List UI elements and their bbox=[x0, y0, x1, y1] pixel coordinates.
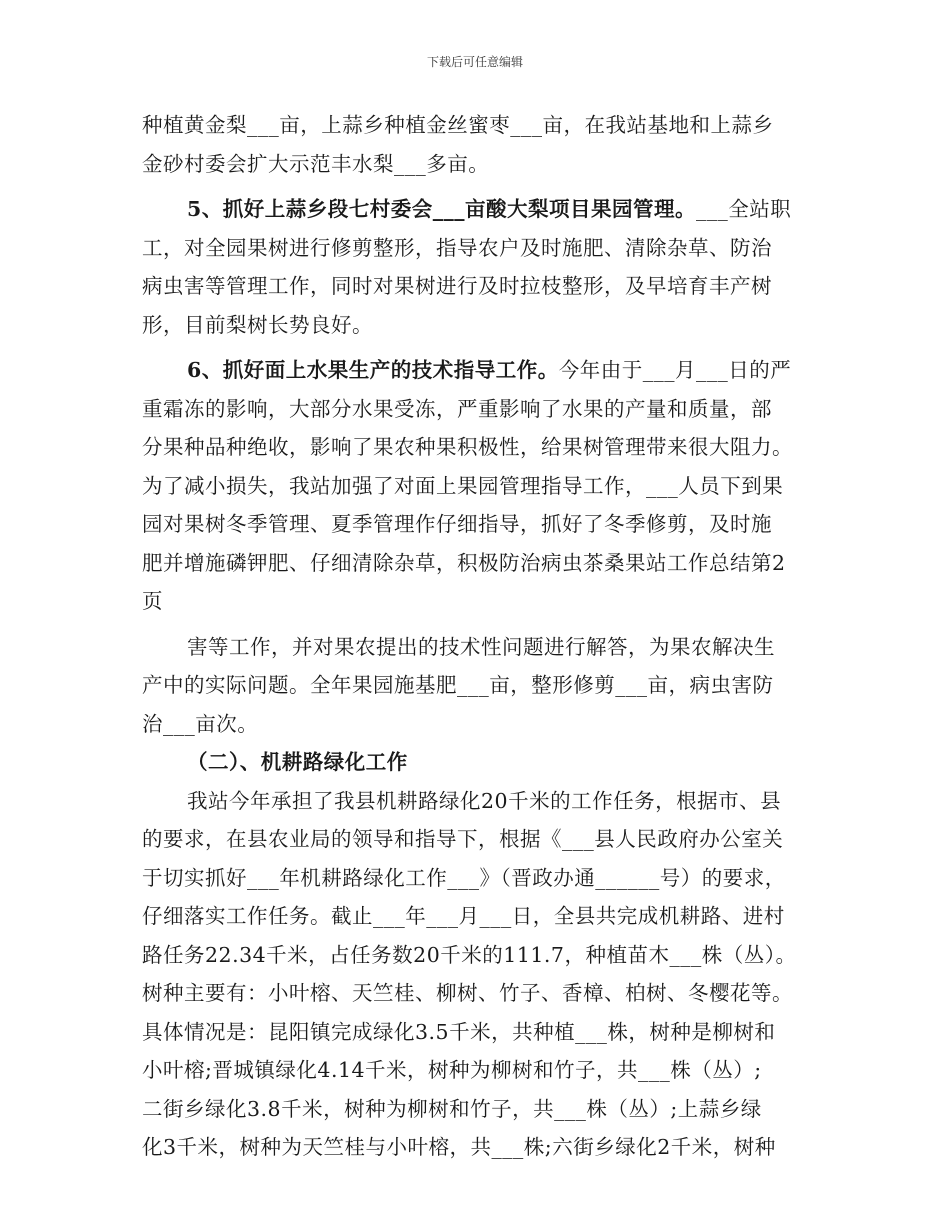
text-line: 园对果树冬季管理、夏季管理作仔细指导，抓好了冬季修剪，及时施 bbox=[142, 512, 772, 536]
text-line: 我站今年承担了我县机耕路绿化20千米的工作任务，根据市、县 bbox=[187, 788, 782, 813]
item-6-bold: 6、抓好面上水果生产的技术指导工作。 bbox=[187, 358, 559, 382]
item-6-rest: 今年由于___月___日的严 bbox=[558, 358, 792, 382]
text-line: 肥并增施磷钾肥、仔细清除杂草，积极防治病虫茶桑果站工作总结第2 bbox=[142, 550, 786, 575]
text-line: 为了减小损失，我站加强了对面上果园管理指导工作，___人员下到果 bbox=[142, 473, 784, 498]
text-line: 路任务22.34千米，占任务数20千米的111.7，种植苗木___株（丛）。 bbox=[142, 942, 797, 967]
item-5-bold: 5、抓好上蒜乡段七村委会___亩酸大梨项目果园管理。 bbox=[187, 197, 697, 221]
text-line: 树种主要有：小叶榕、天竺桂、柳树、竹子、香樟、柏树、冬樱花等。 bbox=[142, 981, 793, 1005]
text-line: 金砂村委会扩大示范丰水梨___多亩。 bbox=[142, 151, 490, 176]
text-line: 于切实抓好___年机耕路绿化工作___》（晋政办通______号）的要求， bbox=[142, 865, 786, 890]
document-body bbox=[142, 106, 810, 1167]
text-line: 重霜冻的影响，大部分水果受冻，严重影响了水果的产量和质量，部 bbox=[142, 396, 772, 421]
text-line: 病虫害等管理工作，同时对果树进行及时拉枝整形，及早培育丰产树 bbox=[142, 274, 772, 298]
text-line: 具体情况是：昆阳镇完成绿化3.5千米，共种植___株，树种是柳树和 bbox=[142, 1019, 776, 1044]
item-5-heading bbox=[142, 190, 810, 229]
text-line: 形，目前梨树长势良好。 bbox=[142, 312, 373, 337]
text-line: 小叶榕;晋城镇绿化4.14千米，树种为柳树和竹子，共___株（丛）; bbox=[142, 1058, 762, 1082]
text-line: 分果种品种绝收，影响了果农种果积极性，给果树管理带来很大阻力。 bbox=[142, 435, 793, 459]
text-line: 化3千米，树种为天竺桂与小叶榕，共___株;六街乡绿化2千米，树种 bbox=[142, 1135, 776, 1159]
text-line: 的要求，在县农业局的领导和指导下，根据《___县人民政府办公室关 bbox=[142, 827, 784, 851]
text-line: 页 bbox=[142, 589, 163, 613]
text-line: 害等工作，并对果农提出的技术性问题进行解答，为果农解决生 bbox=[187, 634, 775, 659]
text-line: 工，对全园果树进行修剪整形，指导农户及时施肥、清除杂草、防治 bbox=[142, 235, 772, 260]
text-line: 仔细落实工作任务。截止___年___月___日，全县共完成机耕路、进村 bbox=[142, 904, 785, 928]
item-5-rest: ___全站职 bbox=[696, 197, 792, 221]
page-header: 下载后可任意编辑 bbox=[426, 55, 523, 69]
item-6-heading bbox=[142, 351, 810, 390]
text-line: 二街乡绿化3.8千米，树种为柳树和竹子，共___株（丛）;上蒜乡绿 bbox=[142, 1096, 762, 1121]
text-line: 种植黄金梨___亩，上蒜乡种植金丝蜜枣___亩，在我站基地和上蒜乡 bbox=[142, 113, 774, 137]
text-line: 治___亩次。 bbox=[142, 711, 259, 736]
text-line: 产中的实际问题。全年果园施基肥___亩，整形修剪___亩，病虫害防 bbox=[142, 673, 774, 697]
section-heading: （二）、机耕路绿化工作 bbox=[187, 750, 408, 774]
